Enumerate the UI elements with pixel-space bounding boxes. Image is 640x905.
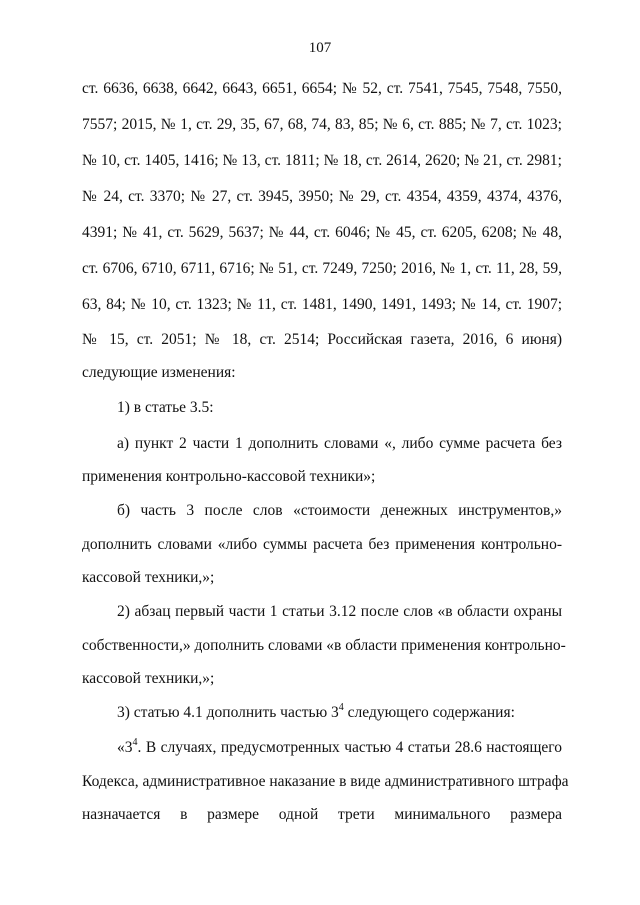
item-3-superscript: 4: [338, 701, 344, 713]
text-line-9: следующие изменения:: [82, 364, 236, 381]
item-2-line-1: 2) абзац первый части 1 статьи 3.12 после слов «в области охраны: [117, 603, 562, 620]
item-1a-line-2: применения контрольно-кассовой техники»;: [82, 468, 376, 485]
text-line-7: 63, 84; № 10, ст. 1323; № 11, ст. 1481, 1490, 1491, 1493; № 14, ст. 1907;: [82, 296, 562, 313]
text-line-5: 4391; № 41, ст. 5629, 5637; № 44, ст. 6046; № 45, ст. 6205, 6208; № 48,: [82, 224, 562, 241]
item-1-heading: 1) в статье 3.5:: [117, 399, 214, 416]
text-line-1: ст. 6636, 6638, 6642, 6643, 6651, 6654; № 52, ст. 7541, 7545, 7548, 7550,: [82, 80, 562, 97]
quote-line-3: назначается в размере одной трети минимального размера: [82, 806, 562, 823]
quote-text-before: «3: [117, 739, 133, 756]
text-line-4: № 24, ст. 3370; № 27, ст. 3945, 3950; № 29, ст. 4354, 4359, 4374, 4376,: [82, 188, 562, 205]
text-line-8: № 15, ст. 2051; № 18, ст. 2514; Российская газета, 2016, 6 июня): [82, 331, 562, 348]
quote-line-1: [117, 738, 562, 758]
item-3-line-1: [117, 703, 562, 723]
item-2-line-2: собственности,» дополнить словами «в области применения контрольно-: [82, 637, 566, 654]
text-line-6: ст. 6706, 6710, 6711, 6716; № 51, ст. 7249, 7250; 2016, № 1, ст. 11, 28, 59,: [82, 260, 562, 277]
item-2-line-3: кассовой техники,»;: [82, 670, 215, 687]
item-3-text-before: 3) статью 4.1 дополнить частью 3: [117, 704, 339, 721]
quote-line-2: Кодекса, административное наказание в виде административного штрафа: [82, 773, 569, 790]
item-1b-line-3: кассовой техники,»;: [82, 569, 215, 586]
item-1b-line-2: дополнить словами «либо суммы расчета без применения контрольно-: [82, 536, 562, 553]
item-1a-line-1: а) пункт 2 части 1 дополнить словами «, либо сумме расчета без: [117, 435, 562, 452]
item-3-text-after: следующего содержания:: [343, 704, 515, 721]
quote-superscript: 4: [132, 736, 138, 748]
quote-text-after: . В случаях, предусмотренных частью 4 статьи 28.6 настоящего: [137, 739, 562, 756]
item-1b-line-1: б) часть 3 после слов «стоимости денежных инструментов,»: [117, 502, 562, 519]
page-number: 107: [308, 40, 332, 56]
text-line-3: № 10, ст. 1405, 1416; № 13, ст. 1811; № 18, ст. 2614, 2620; № 21, ст. 2981;: [82, 152, 562, 169]
text-line-2: 7557; 2015, № 1, ст. 29, 35, 67, 68, 74, 83, 85; № 6, ст. 885; № 7, ст. 1023;: [82, 116, 562, 133]
